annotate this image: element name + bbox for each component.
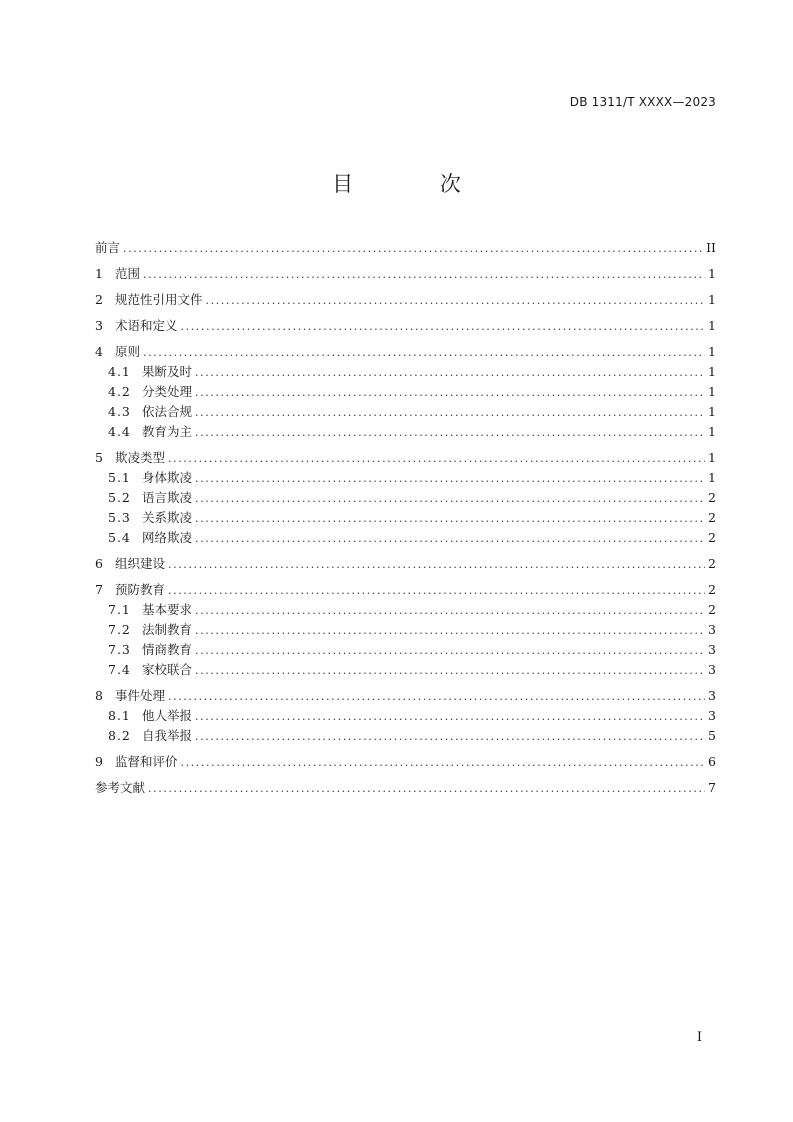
toc-entry-label: 果断及时	[142, 364, 193, 379]
toc-entry-number: 4.3	[108, 404, 131, 419]
toc-entry-page: 1	[708, 404, 716, 419]
toc-entry[interactable]	[95, 528, 716, 548]
toc-entry-number: 4	[95, 344, 103, 359]
dot-leader	[168, 581, 705, 601]
toc-entry-label: 他人举报	[142, 708, 193, 723]
toc-entry[interactable]	[95, 382, 716, 402]
toc-entry-number: 5.4	[108, 530, 131, 545]
toc-entry[interactable]	[95, 448, 716, 468]
dot-leader	[195, 727, 705, 747]
table-of-contents	[95, 238, 716, 798]
dot-leader	[195, 621, 705, 641]
dot-leader	[168, 555, 705, 575]
toc-entry[interactable]	[95, 580, 716, 600]
toc-entry-label: 语言欺凌	[142, 490, 193, 505]
toc-entry[interactable]	[95, 600, 716, 620]
toc-entry-page: 1	[708, 470, 716, 485]
toc-entry-page: 1	[708, 292, 716, 307]
toc-entry[interactable]	[95, 342, 716, 362]
toc-entry-label: 身体欺凌	[142, 470, 193, 485]
toc-entry-page: 2	[708, 510, 716, 525]
toc-entry[interactable]	[95, 422, 716, 442]
toc-entry-number: 2	[95, 292, 103, 307]
toc-entry[interactable]	[95, 778, 716, 798]
toc-entry[interactable]	[95, 508, 716, 528]
dot-leader	[195, 509, 705, 529]
toc-entry-page: 1	[708, 318, 716, 333]
page-title: 目 次	[332, 172, 501, 196]
toc-entry-page: 3	[708, 642, 716, 657]
toc-entry-label: 教育为主	[142, 424, 193, 439]
dot-leader	[168, 449, 705, 469]
dot-leader	[195, 529, 705, 549]
toc-entry-number: 4.4	[108, 424, 131, 439]
toc-entry-page: 1	[708, 266, 716, 281]
toc-entry-page: II	[706, 240, 716, 255]
toc-entry-number: 7.2	[108, 622, 131, 637]
document-code: DB 1311/T XXXX—2023	[569, 95, 716, 109]
toc-entry-number: 6	[95, 556, 103, 571]
dot-leader	[195, 661, 705, 681]
toc-entry-page: 7	[708, 780, 716, 795]
toc-entry-number: 5.2	[108, 490, 131, 505]
toc-entry-page: 6	[708, 754, 716, 769]
toc-entry-label: 组织建设	[115, 556, 166, 571]
toc-entry-page: 1	[708, 364, 716, 379]
toc-entry-page: 1	[708, 384, 716, 399]
dot-leader	[206, 291, 706, 311]
toc-entry-page: 1	[708, 450, 716, 465]
toc-entry-number: 7.3	[108, 642, 131, 657]
toc-entry[interactable]	[95, 640, 716, 660]
toc-entry[interactable]	[95, 726, 716, 746]
toc-entry[interactable]	[95, 554, 716, 574]
toc-entry-label: 参考文献	[95, 780, 146, 795]
toc-entry[interactable]	[95, 620, 716, 640]
toc-entry-number: 3	[95, 318, 103, 333]
toc-entry-label: 家校联合	[142, 662, 193, 677]
toc-entry-number: 5.3	[108, 510, 131, 525]
dot-leader	[195, 383, 705, 403]
toc-entry-label: 前言	[95, 240, 121, 255]
toc-entry-number: 5.1	[108, 470, 131, 485]
dot-leader	[195, 601, 705, 621]
toc-entry-number: 4.1	[108, 364, 131, 379]
toc-entry[interactable]	[95, 706, 716, 726]
toc-entry-label: 规范性引用文件	[115, 292, 203, 307]
toc-entry[interactable]	[95, 264, 716, 284]
toc-entry-label: 预防教育	[115, 582, 166, 597]
toc-entry-page: 3	[708, 688, 716, 703]
toc-entry-page: 3	[708, 622, 716, 637]
dot-leader	[195, 707, 705, 727]
toc-entry-number: 7.1	[108, 602, 131, 617]
toc-entry-page: 1	[708, 344, 716, 359]
toc-entry-page: 1	[708, 424, 716, 439]
toc-entry-label: 法制教育	[142, 622, 193, 637]
toc-entry-label: 关系欺凌	[142, 510, 193, 525]
toc-entry-number: 4.2	[108, 384, 131, 399]
toc-entry-number: 8.1	[108, 708, 131, 723]
dot-leader	[195, 489, 705, 509]
toc-entry-number: 7	[95, 582, 103, 597]
dot-leader	[195, 363, 705, 383]
toc-entry-label: 网络欺凌	[142, 530, 193, 545]
toc-entry-page: 3	[708, 662, 716, 677]
toc-entry-label: 原则	[115, 344, 141, 359]
toc-entry-page: 5	[708, 728, 716, 743]
dot-leader	[143, 343, 705, 363]
dot-leader	[168, 687, 705, 707]
toc-entry-number: 8	[95, 688, 103, 703]
toc-entry[interactable]	[95, 488, 716, 508]
dot-leader	[181, 753, 706, 773]
dot-leader	[195, 423, 705, 443]
toc-entry-label: 事件处理	[115, 688, 166, 703]
toc-entry-label: 依法合规	[142, 404, 193, 419]
toc-entry-label: 基本要求	[142, 602, 193, 617]
toc-entry-page: 2	[708, 602, 716, 617]
toc-entry-label: 范围	[115, 266, 141, 281]
toc-entry-number: 1	[95, 266, 103, 281]
dot-leader	[181, 317, 706, 337]
dot-leader	[195, 403, 705, 423]
toc-entry-number: 7.4	[108, 662, 131, 677]
page-number: I	[696, 1030, 702, 1045]
toc-entry-page: 2	[708, 582, 716, 597]
toc-entry[interactable]	[95, 686, 716, 706]
toc-entry-number: 9	[95, 754, 103, 769]
toc-entry-number: 8.2	[108, 728, 131, 743]
toc-entry-page: 2	[708, 556, 716, 571]
dot-leader	[123, 239, 703, 259]
toc-entry[interactable]	[95, 362, 716, 382]
toc-entry-page: 3	[708, 708, 716, 723]
toc-entry-label: 监督和评价	[115, 754, 178, 769]
toc-entry[interactable]	[95, 752, 716, 772]
toc-entry-label: 术语和定义	[115, 318, 178, 333]
dot-leader	[195, 469, 705, 489]
toc-entry-label: 情商教育	[142, 642, 193, 657]
toc-entry-page: 2	[708, 490, 716, 505]
dot-leader	[143, 265, 705, 285]
toc-entry[interactable]	[95, 238, 716, 258]
toc-entry[interactable]	[95, 468, 716, 488]
toc-entry-number: 5	[95, 450, 103, 465]
toc-entry-label: 欺凌类型	[115, 450, 166, 465]
toc-entry-label: 分类处理	[142, 384, 193, 399]
toc-entry[interactable]	[95, 402, 716, 422]
toc-entry-label: 自我举报	[142, 728, 193, 743]
toc-entry[interactable]	[95, 660, 716, 680]
dot-leader	[148, 779, 705, 799]
toc-entry-page: 2	[708, 530, 716, 545]
toc-entry[interactable]	[95, 316, 716, 336]
toc-entry[interactable]	[95, 290, 716, 310]
dot-leader	[195, 641, 705, 661]
